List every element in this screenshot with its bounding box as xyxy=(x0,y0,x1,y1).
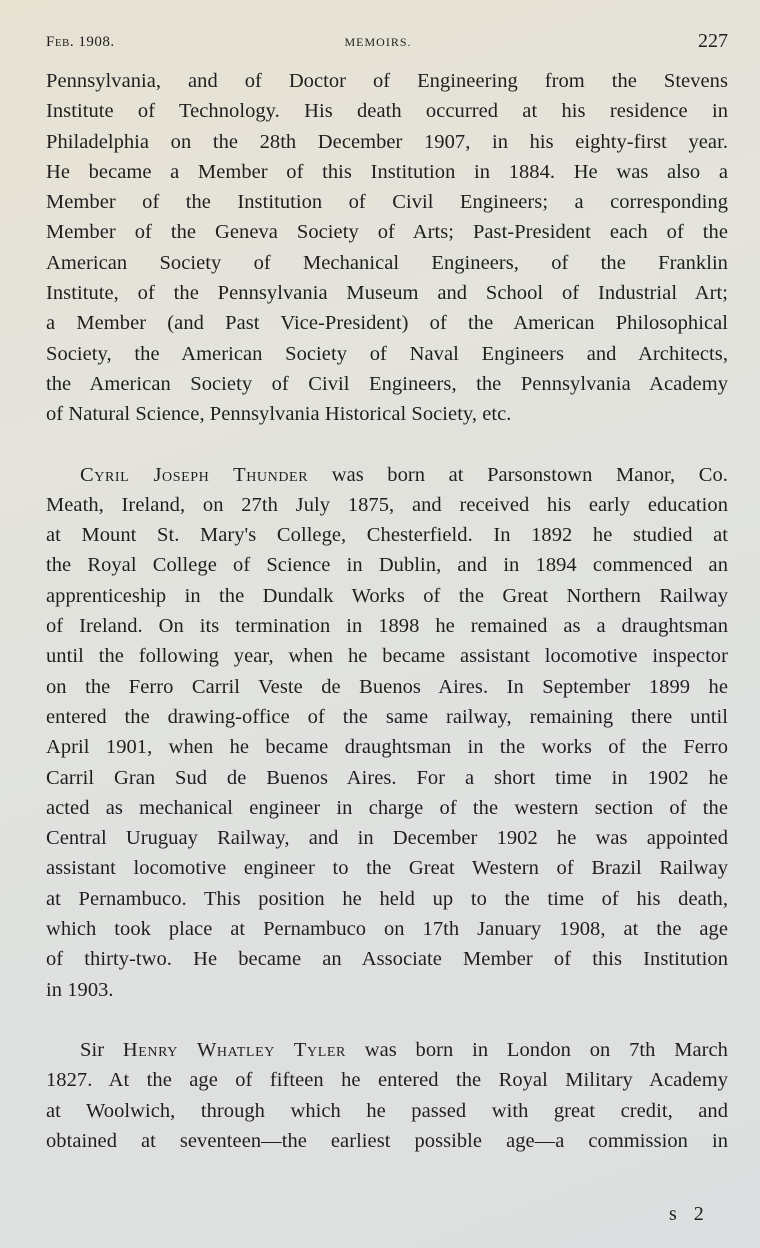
text-line: of thirty-two. He became an Associate Member of this Institution xyxy=(46,948,728,971)
title-prefix: Sir xyxy=(80,1038,105,1061)
text-line: April 1901, when he became draughtsman in the works of the Ferro xyxy=(46,736,728,759)
page-number: 227 xyxy=(698,30,728,52)
signature-mark: s 2 xyxy=(669,1203,710,1225)
running-head xyxy=(46,30,728,54)
text-line: Carril Gran Sud de Buenos Aires. For a short time in 1902 he xyxy=(46,766,728,789)
text-line: entered the drawing-office of the same railway, remaining there until xyxy=(46,705,728,728)
text-line: of Natural Science, Pennsylvania Historical Society, etc. xyxy=(46,403,512,426)
text-line-first xyxy=(46,460,728,490)
body-text xyxy=(46,66,728,1156)
text-line: at Woolwich, through which he passed with great credit, and xyxy=(46,1099,728,1122)
text-line: in 1903. xyxy=(46,978,114,1001)
text-line: Institute of Technology. His death occurred at his residence in xyxy=(46,100,728,123)
text-line: until the following year, when he became assistant locomotive inspector xyxy=(46,645,728,668)
text-line: Member of the Geneva Society of Arts; Past-President each of the xyxy=(46,221,728,244)
paragraph-gap xyxy=(46,1005,728,1035)
running-head-section: MEMOIRS. xyxy=(344,35,412,49)
text-line: Institute, of the Pennsylvania Museum and School of Industrial Art; xyxy=(46,282,728,305)
text-line: a Member (and Past Vice-President) of the American Philosophical xyxy=(46,312,728,335)
text-line: assistant locomotive engineer to the Great Western of Brazil Railway xyxy=(46,857,728,880)
text-fragment: was born at Parsonstown Manor, Co. xyxy=(331,463,728,486)
paragraph-memoir-continued xyxy=(46,66,728,430)
memoir-subject-name: Henry Whatley Tyler xyxy=(122,1038,346,1061)
text-line: American Society of Mechanical Engineers, of the Franklin xyxy=(46,251,728,274)
text-line: obtained at seventeen—the earliest possible age—a commission in xyxy=(46,1129,728,1152)
running-head-date: Feb. 1908. xyxy=(46,34,115,50)
paragraph-memoir-tyler xyxy=(46,1035,728,1156)
text-line: Central Uruguay Railway, and in December 1902 he was appointed xyxy=(46,827,728,850)
text-line: acted as mechanical engineer in charge of the western section of the xyxy=(46,796,728,819)
paragraph-gap xyxy=(46,430,728,460)
memoir-subject-name: Cyril Joseph Thunder xyxy=(80,463,309,486)
text-line: He became a Member of this Institution in 1884. He was also a xyxy=(46,160,728,183)
text-line: Pennsylvania, and of Doctor of Engineering from the Stevens xyxy=(46,70,728,92)
text-line-first xyxy=(46,1035,728,1065)
text-line: on the Ferro Carril Veste de Buenos Aires. In September 1899 he xyxy=(46,675,728,698)
text-line: at Pernambuco. This position he held up to the time of his death, xyxy=(46,887,728,910)
text-line: 1827. At the age of fifteen he entered the Royal Military Academy xyxy=(46,1069,728,1092)
text-fragment: was born in London on 7th March xyxy=(364,1038,728,1061)
text-line: Meath, Ireland, on 27th July 1875, and received his early education xyxy=(46,493,728,516)
paragraph-memoir-thunder xyxy=(46,460,728,1005)
text-line: which took place at Pernambuco on 17th January 1908, at the age xyxy=(46,918,728,941)
text-line: the Royal College of Science in Dublin, and in 1894 commenced an xyxy=(46,554,728,577)
text-line: the American Society of Civil Engineers, the Pennsylvania Academy xyxy=(46,372,728,395)
text-line: apprenticeship in the Dundalk Works of the Great Northern Railway xyxy=(46,584,728,607)
text-line: at Mount St. Mary's College, Chesterfield. In 1892 he studied at xyxy=(46,524,728,547)
text-line: Member of the Institution of Civil Engineers; a corresponding xyxy=(46,191,728,214)
text-line: of Ireland. On its termination in 1898 he remained as a draughtsman xyxy=(46,615,728,638)
text-line: Philadelphia on the 28th December 1907, in his eighty-first year. xyxy=(46,130,728,153)
text-line: Society, the American Society of Naval Engineers and Architects, xyxy=(46,342,728,365)
